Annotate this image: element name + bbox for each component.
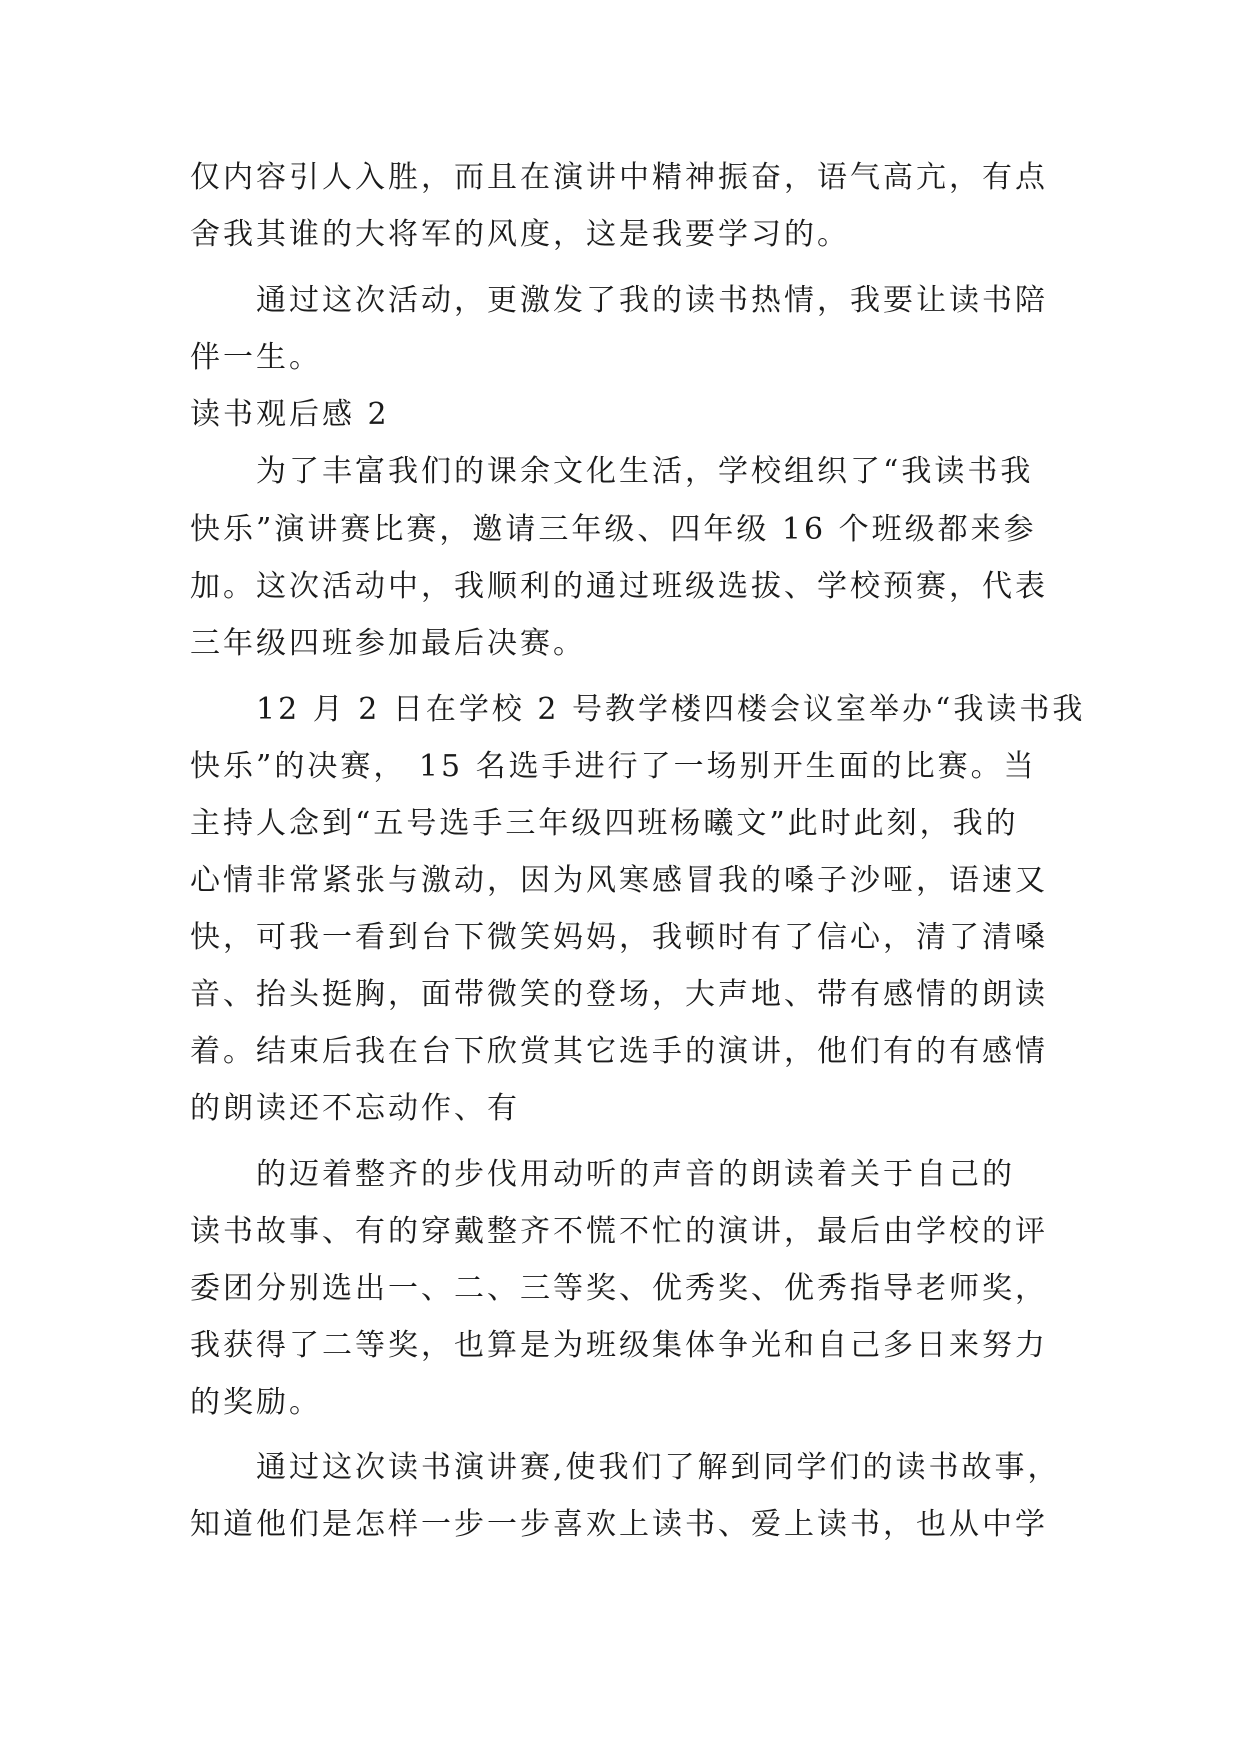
paragraph-line: 主持人念到“五号选手三年级四班杨曦文”此时此刻，我的 bbox=[190, 806, 1019, 841]
paragraph-line: 为了丰富我们的课余文化生活，学校组织了“我读书我 bbox=[190, 454, 1034, 489]
paragraph-line: 读书故事、有的穿戴整齐不慌不忙的演讲，最后由学校的评 bbox=[190, 1214, 1048, 1249]
paragraph-line: 通过这次读书演讲赛,使我们了解到同学们的读书故事， bbox=[190, 1450, 1061, 1485]
paragraph-line: 快，可我一看到台下微笑妈妈，我顿时有了信心，清了清嗓 bbox=[190, 920, 1048, 955]
paragraph-line: 我获得了二等奖，也算是为班级集体争光和自己多日来努力 bbox=[190, 1328, 1048, 1363]
paragraph-line: 心情非常紧张与激动，因为风寒感冒我的嗓子沙哑，语速又 bbox=[190, 863, 1048, 898]
paragraph-line: 的朗读还不忘动作、有 bbox=[190, 1091, 520, 1126]
paragraph-line: 知道他们是怎样一步一步喜欢上读书、爱上读书，也从中学 bbox=[190, 1507, 1048, 1542]
paragraph-line: 三年级四班参加最后决赛。 bbox=[190, 626, 586, 661]
paragraph-line: 的迈着整齐的步伐用动听的声音的朗读着关于自己的 bbox=[190, 1157, 1015, 1192]
paragraph-line: 仅内容引人入胜，而且在演讲中精神振奋，语气高亢，有点 bbox=[190, 160, 1048, 195]
paragraph-line: 伴一生。 bbox=[190, 340, 322, 375]
paragraph-line: 舍我其谁的大将军的风度，这是我要学习的。 bbox=[190, 217, 850, 252]
paragraph-line: 着。结束后我在台下欣赏其它选手的演讲，他们有的有感情 bbox=[190, 1034, 1048, 1069]
paragraph-line: 的奖励。 bbox=[190, 1385, 322, 1420]
paragraph-line: 委团分别选出一、二、三等奖、优秀奖、优秀指导老师奖， bbox=[190, 1271, 1048, 1306]
paragraph-line: 加。这次活动中，我顺利的通过班级选拔、学校预赛，代表 bbox=[190, 569, 1048, 604]
paragraph-line: 12 月 2 日在学校 2 号教学楼四楼会议室举办“我读书我 bbox=[190, 692, 1086, 727]
paragraph-line: 快乐”演讲赛比赛，邀请三年级、四年级 16 个班级都来参 bbox=[190, 512, 1037, 547]
paragraph-line: 快乐”的决赛， 15 名选手进行了一场别开生面的比赛。当 bbox=[190, 749, 1037, 784]
paragraph-line: 通过这次活动，更激发了我的读书热情，我要让读书陪 bbox=[190, 283, 1048, 318]
paragraph-line: 音、抬头挺胸，面带微笑的登场，大声地、带有感情的朗读 bbox=[190, 977, 1048, 1012]
section-heading: 读书观后感 2 bbox=[190, 397, 390, 432]
